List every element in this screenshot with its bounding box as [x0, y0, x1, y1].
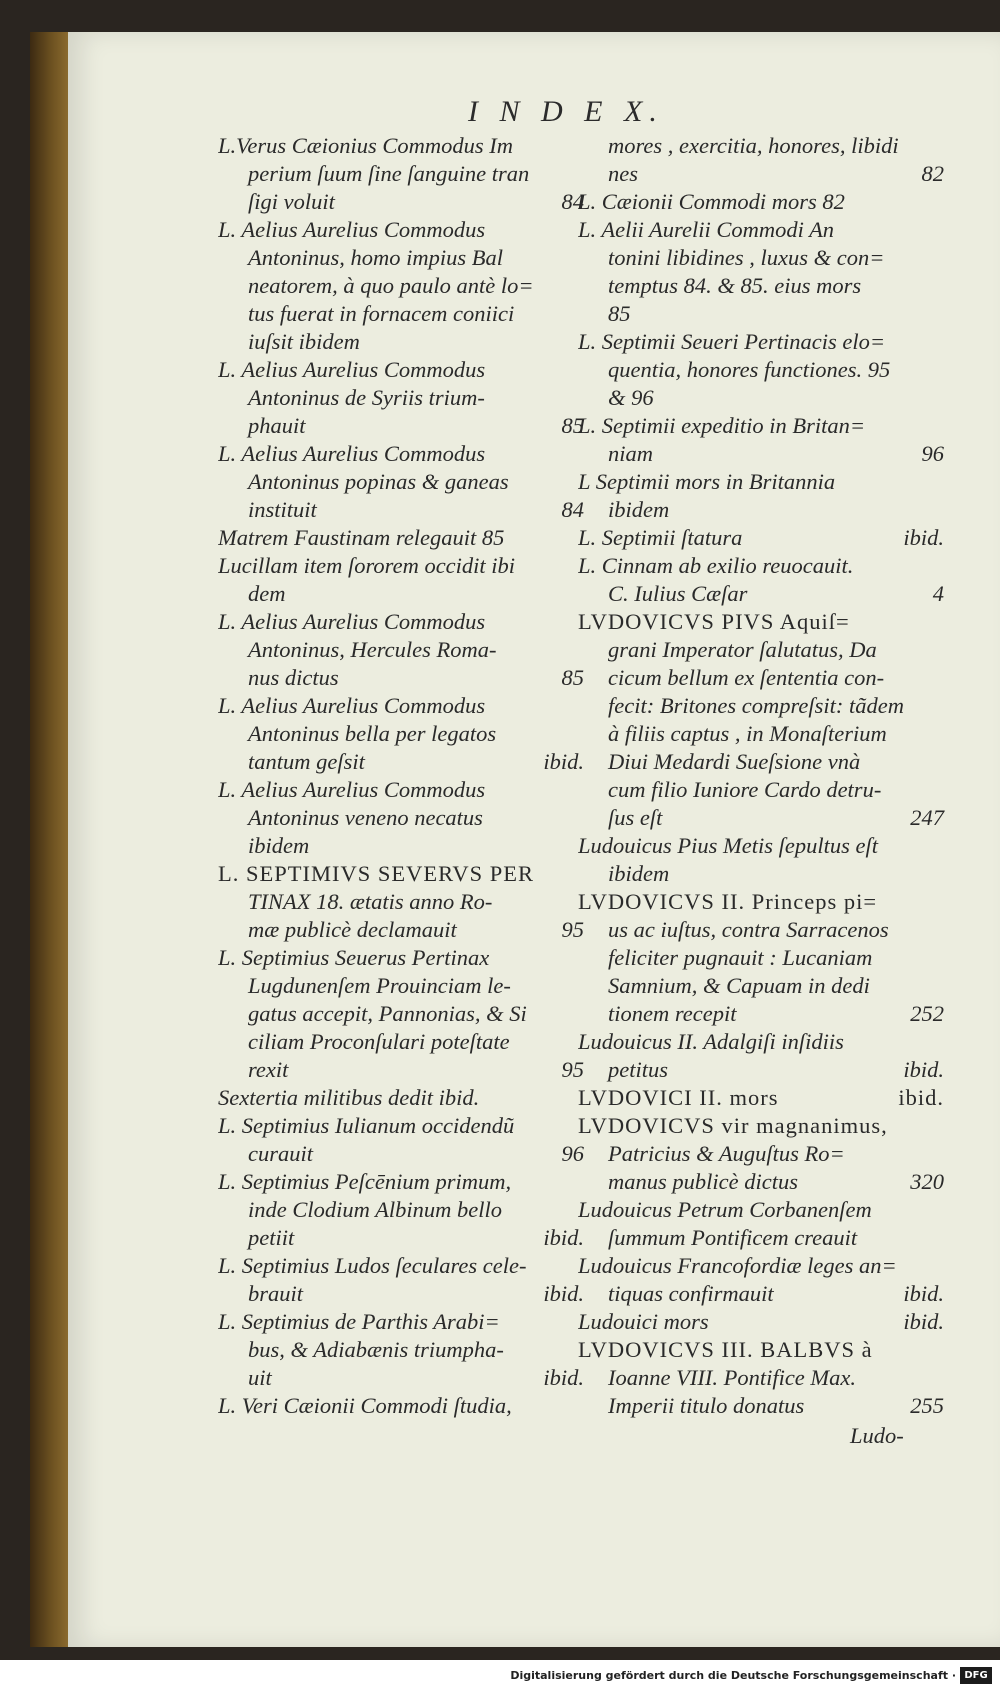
- entry-text: Ludouicus Petrum Corbanenſem: [578, 1197, 872, 1222]
- entry-text: instituit: [248, 497, 317, 522]
- index-entry-line: [578, 944, 948, 972]
- index-entry-line: [218, 1224, 588, 1252]
- index-entry-line: [218, 1336, 588, 1364]
- page-reference: ibid.: [543, 749, 584, 774]
- index-entry-line: [578, 1028, 948, 1056]
- entry-text: L. Aelius Aurelius Commodus: [218, 217, 486, 242]
- index-entry-line: [578, 356, 948, 384]
- index-entry-line: [578, 692, 948, 720]
- index-entry-line: [578, 552, 948, 580]
- entry-text: grani Imperator ſalutatus, Da: [608, 637, 877, 662]
- index-entry-line: [578, 1000, 948, 1028]
- index-entry-line: [218, 356, 588, 384]
- page-reference: ibid.: [903, 525, 944, 550]
- entry-text: L. Veri Cæionii Commodi ſtudia,: [218, 1393, 512, 1418]
- index-entry-line: [218, 832, 588, 860]
- entry-text: C. Iulius Cæſar: [608, 581, 748, 606]
- entry-text: Ludouicus Francofordiæ leges an=: [578, 1253, 897, 1278]
- index-entry-line: [578, 328, 948, 356]
- index-entry-line: [578, 1252, 948, 1280]
- index-entry-line: [218, 1196, 588, 1224]
- index-entry-line: [578, 720, 948, 748]
- entry-text: temptus 84. & 85. eius mors: [608, 273, 862, 298]
- entry-text: nes: [608, 161, 638, 186]
- index-entry-line: [218, 944, 588, 972]
- entry-text: mores , exercitia, honores, libidi: [608, 133, 899, 158]
- index-entry-line: [578, 1056, 948, 1084]
- index-entry-line: [218, 748, 588, 776]
- index-entry-line: [218, 1392, 588, 1420]
- entry-text: LVDOVICVS PIVS Aquiſ=: [578, 609, 850, 634]
- index-entry-line: [218, 692, 588, 720]
- dfg-logo: DFG: [960, 1667, 992, 1684]
- entry-text: L. Aelii Aurelii Commodi An: [578, 217, 835, 242]
- index-entry-line: [218, 776, 588, 804]
- entry-text: ſummum Pontificem creauit: [608, 1225, 858, 1250]
- index-entry-line: [578, 1168, 948, 1196]
- page-reference: 85: [561, 665, 584, 690]
- entry-text: & 96: [608, 385, 654, 410]
- entry-text: L. Aelius Aurelius Commodus: [218, 609, 486, 634]
- entry-text: L. Aelius Aurelius Commodus: [218, 777, 486, 802]
- index-entry-line: [578, 972, 948, 1000]
- entry-text: petitus: [608, 1057, 668, 1082]
- index-entry-line: [578, 300, 948, 328]
- entry-text: tionem recepit: [608, 1001, 737, 1026]
- entry-text: tonini libidines , luxus & con=: [608, 245, 885, 270]
- entry-text: ſus eſt: [608, 805, 663, 830]
- entry-text: mæ publicè declamauit: [248, 917, 457, 942]
- entry-text: L. Cinnam ab exilio reuocauit.: [578, 553, 854, 578]
- page-reference: ibid.: [903, 1057, 944, 1082]
- entry-text: tiquas confirmauit: [608, 1281, 774, 1306]
- index-entry-line: [578, 188, 948, 216]
- index-entry-line: [578, 216, 948, 244]
- index-entry-line: [218, 160, 588, 188]
- index-entry-line: [218, 860, 588, 888]
- index-entry-line: [218, 468, 588, 496]
- page-reference: 82: [921, 161, 944, 186]
- page-reference: ibid.: [898, 1085, 944, 1110]
- index-entry-line: [218, 1056, 588, 1084]
- entry-text: L. Septimius Peſcēnium primum,: [218, 1169, 512, 1194]
- index-entry-line: [218, 132, 588, 160]
- index-entry-line: [578, 1224, 948, 1252]
- index-entry-line: [578, 608, 948, 636]
- index-entry-line: [218, 1000, 588, 1028]
- page-reference: 320: [910, 1169, 944, 1194]
- entry-text: Samnium, & Capuam in dedi: [608, 973, 870, 998]
- index-entry-line: [218, 1168, 588, 1196]
- entry-text: ſigi voluit: [248, 189, 335, 214]
- index-entry-line: [218, 300, 588, 328]
- index-entry-line: [218, 972, 588, 1000]
- index-entry-line: [218, 1112, 588, 1140]
- index-entry-line: [218, 272, 588, 300]
- entry-text: cum filio Iuniore Cardo detru-: [608, 777, 882, 802]
- index-entry-line: [218, 916, 588, 944]
- entry-text: Imperii titulo donatus: [608, 1393, 805, 1418]
- entry-text: Sextertia militibus dedit ibid.: [218, 1085, 480, 1110]
- index-entry-line: [218, 244, 588, 272]
- index-entry-line: [578, 1196, 948, 1224]
- entry-text: niam: [608, 441, 653, 466]
- entry-text: L. Aelius Aurelius Commodus: [218, 357, 486, 382]
- page-reference: ibid.: [543, 1365, 584, 1390]
- index-entry-line: [578, 916, 948, 944]
- index-entry-line: [218, 412, 588, 440]
- entry-text: L. Aelius Aurelius Commodus: [218, 693, 486, 718]
- entry-text: ibidem: [248, 833, 310, 858]
- index-entry-line: [578, 440, 948, 468]
- entry-text: Antoninus de Syriis trium-: [248, 385, 485, 410]
- entry-text: phauit: [248, 413, 306, 438]
- index-entry-line: [578, 1308, 948, 1336]
- entry-text: neatorem, à quo paulo antè lo=: [248, 273, 534, 298]
- index-entry-line: [578, 244, 948, 272]
- entry-text: bus, & Adiabænis triumpha-: [248, 1337, 504, 1362]
- page-reference: 84: [561, 497, 584, 522]
- entry-text: ciliam Proconſulari poteſtate: [248, 1029, 510, 1054]
- entry-text: us ac iuſtus, contra Sarracenos: [608, 917, 889, 942]
- page-reference: ibid.: [543, 1225, 584, 1250]
- entry-text: L. Septimius Iulianum occidendũ: [218, 1113, 515, 1138]
- index-entry-line: [578, 160, 948, 188]
- entry-text: Ludouicus II. Adalgiſi inſidiis: [578, 1029, 844, 1054]
- entry-text: perium ſuum ſine ſanguine tran: [248, 161, 530, 186]
- index-entry-line: [218, 216, 588, 244]
- index-column-left: [218, 132, 588, 1420]
- index-entry-line: [218, 888, 588, 916]
- entry-text: TINAX 18. ætatis anno Ro-: [248, 889, 493, 914]
- index-entry-line: [218, 664, 588, 692]
- index-entry-line: [578, 1392, 948, 1420]
- entry-text: quentia, honores functiones. 95: [608, 357, 891, 382]
- entry-text: nus dictus: [248, 665, 339, 690]
- index-entry-line: [578, 132, 948, 160]
- page-reference: ibid.: [903, 1309, 944, 1334]
- entry-text: dem: [248, 581, 286, 606]
- entry-text: Diui Medardi Sueſsione vnà: [608, 749, 861, 774]
- entry-text: LVDOVICVS vir magnanimus,: [578, 1113, 888, 1138]
- entry-text: fecit: Britones compreſsit: tãdem: [608, 693, 904, 718]
- index-entry-line: [578, 860, 948, 888]
- entry-text: Matrem Faustinam relegauit 85: [218, 525, 505, 550]
- entry-text: Ludouici mors: [578, 1309, 709, 1334]
- index-entry-line: [218, 552, 588, 580]
- entry-text: L. Cæionii Commodi mors 82: [578, 189, 845, 214]
- index-entry-line: [218, 1140, 588, 1168]
- entry-text: L Septimii mors in Britannia: [578, 469, 836, 494]
- index-entry-line: [218, 1252, 588, 1280]
- entry-text: Antoninus popinas & ganeas: [248, 469, 509, 494]
- entry-text: L. Septimius Seuerus Pertinax: [218, 945, 490, 970]
- index-entry-line: [578, 1336, 948, 1364]
- entry-text: Ioanne VIII. Pontifice Max.: [608, 1365, 857, 1390]
- index-entry-line: [218, 1084, 588, 1112]
- entry-text: L. Septimii ſtatura: [578, 525, 743, 550]
- index-entry-line: [218, 1308, 588, 1336]
- entry-text: ibidem: [608, 497, 670, 522]
- index-entry-line: [578, 748, 948, 776]
- entry-text: Ludouicus Pius Metis ſepultus eſt: [578, 833, 878, 858]
- index-entry-line: [218, 524, 588, 552]
- entry-text: Antoninus veneno necatus: [248, 805, 483, 830]
- page-reference: 85: [561, 413, 584, 438]
- index-entry-line: [578, 1112, 948, 1140]
- entry-text: cicum bellum ex ſententia con-: [608, 665, 885, 690]
- entry-text: L. Septimii Seueri Pertinacis elo=: [578, 329, 886, 354]
- index-entry-line: [578, 832, 948, 860]
- index-entry-line: [218, 720, 588, 748]
- entry-text: Lucillam item ſororem occidit ibi: [218, 553, 516, 578]
- page-reference: 96: [561, 1141, 584, 1166]
- entry-text: LVDOVICVS III. BALBVS à: [578, 1337, 873, 1362]
- index-entry-line: [578, 580, 948, 608]
- page-reference: 84: [561, 189, 584, 214]
- index-entry-line: [578, 664, 948, 692]
- entry-text: curauit: [248, 1141, 313, 1166]
- entry-text: Patricius & Auguſtus Ro=: [608, 1141, 845, 1166]
- page-header: I N D E X.: [468, 95, 664, 128]
- entry-text: L. Septimius Ludos ſeculares cele-: [218, 1253, 527, 1278]
- index-entry-line: [578, 524, 948, 552]
- index-entry-line: [578, 384, 948, 412]
- index-entry-line: [218, 636, 588, 664]
- index-entry-line: [218, 328, 588, 356]
- page-reference: 252: [910, 1001, 944, 1026]
- entry-text: ibidem: [608, 861, 670, 886]
- index-entry-line: [578, 804, 948, 832]
- index-entry-line: [578, 1364, 948, 1392]
- page-reference: ibid.: [903, 1281, 944, 1306]
- footer-bar: [0, 1660, 1000, 1694]
- index-entry-line: [218, 580, 588, 608]
- entry-text: Antoninus, Hercules Roma-: [248, 637, 497, 662]
- entry-text: L. Septimius de Parthis Arabi=: [218, 1309, 500, 1334]
- catchword: Ludo-: [850, 1423, 904, 1448]
- index-entry-line: [578, 636, 948, 664]
- index-entry-line: [218, 1028, 588, 1056]
- entry-text: brauit: [248, 1281, 304, 1306]
- entry-text: LVDOVICVS II. Princeps pi=: [578, 889, 878, 914]
- book-spine-edge: [30, 32, 68, 1647]
- index-entry-line: [578, 888, 948, 916]
- index-entry-line: [218, 440, 588, 468]
- index-column-right: [578, 132, 948, 1420]
- entry-text: Antoninus, homo impius Bal: [248, 245, 504, 270]
- index-entry-line: [578, 412, 948, 440]
- page-reference: 247: [910, 805, 944, 830]
- index-entry-line: [218, 1280, 588, 1308]
- entry-text: uit: [248, 1365, 272, 1390]
- entry-text: inde Clodium Albinum bello: [248, 1197, 502, 1222]
- index-entry-line: [578, 1084, 948, 1112]
- entry-text: iuſsit ibidem: [248, 329, 360, 354]
- entry-text: L. Aelius Aurelius Commodus: [218, 441, 486, 466]
- index-entry-line: [218, 608, 588, 636]
- index-entry-line: [218, 1364, 588, 1392]
- entry-text: à filiis captus , in Monaſterium: [608, 721, 887, 746]
- entry-text: rexit: [248, 1057, 289, 1082]
- index-entry-line: [578, 1280, 948, 1308]
- index-entry-line: [578, 468, 948, 496]
- entry-text: petiit: [248, 1225, 295, 1250]
- index-entry-line: [218, 188, 588, 216]
- index-entry-line: [218, 496, 588, 524]
- entry-text: LVDOVICI II. mors: [578, 1085, 779, 1110]
- page-reference: 96: [921, 441, 944, 466]
- entry-text: feliciter pugnauit : Lucaniam: [608, 945, 873, 970]
- entry-text: tantum geſsit: [248, 749, 365, 774]
- entry-text: manus publicè dictus: [608, 1169, 798, 1194]
- entry-text: gatus accepit, Pannonias, & Si: [248, 1001, 527, 1026]
- entry-text: L. Septimii expeditio in Britan=: [578, 413, 866, 438]
- index-entry-line: [578, 272, 948, 300]
- entry-text: Lugdunenſem Prouinciam le-: [248, 973, 511, 998]
- page-reference: ibid.: [543, 1281, 584, 1306]
- index-entry-line: [218, 384, 588, 412]
- page-reference: 95: [561, 1057, 584, 1082]
- entry-text: 85: [608, 301, 631, 326]
- funding-notice: Digitalisierung gefördert durch die Deutsche Forschungsgemeinschaft ·: [510, 1669, 956, 1682]
- page-reference: 4: [932, 581, 944, 606]
- page-reference: 255: [910, 1393, 944, 1418]
- entry-text: Antoninus bella per legatos: [248, 721, 497, 746]
- entry-text: L. SEPTIMIVS SEVERVS PER: [218, 861, 534, 886]
- index-entry-line: [578, 496, 948, 524]
- page-reference: 95: [561, 917, 584, 942]
- entry-text: L.Verus Cæionius Commodus Im: [218, 133, 514, 158]
- index-entry-line: [578, 1140, 948, 1168]
- entry-text: tus fuerat in fornacem coniici: [248, 301, 515, 326]
- index-entry-line: [218, 804, 588, 832]
- index-entry-line: [578, 776, 948, 804]
